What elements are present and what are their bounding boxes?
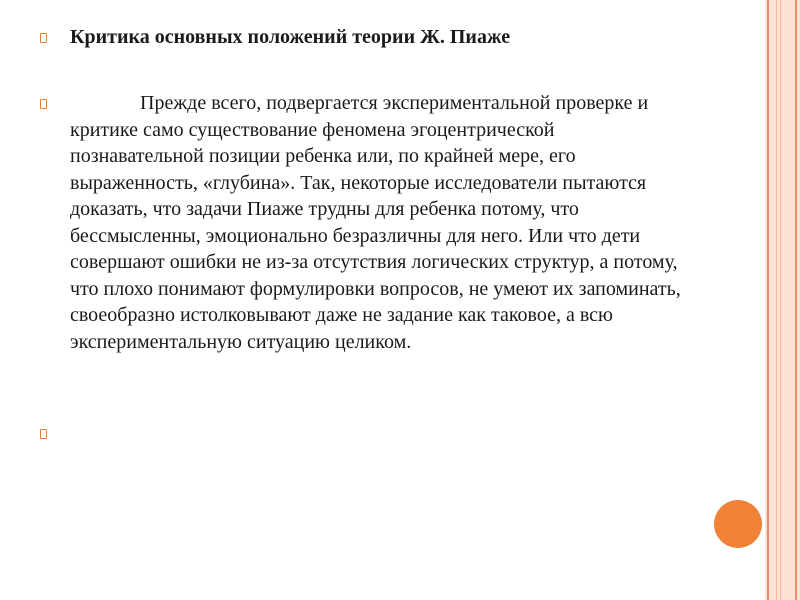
square-bullet-icon: [38, 30, 52, 44]
title-bullet-item: [38, 24, 740, 50]
body-paragraph: Прежде всего, подвергается экспериментальной проверке и критике само существование феномена эгоцентрической познавательной позиции ребенка или, по крайней мере, его выраженность, «глубина». Так, некоторые исследователи пытаются доказать, что задачи Пиаже трудны для ребенка потому, что бессмысленны, эмоционально безразличны для него. Или что дети совершают ошибки не из-за отсутствия логических структур, а потому, что плохо понимают формулировки вопросов, не умеют их запоминать, своеобразно истолковывают даже не задание как таковое, а всю экспериментальную ситуацию целиком.: [70, 92, 681, 353]
square-bullet-icon: [38, 426, 52, 440]
decorative-stripe-line: [795, 0, 797, 600]
decorative-stripe-line: [780, 0, 781, 600]
accent-circle-decoration: [714, 500, 762, 548]
slide-title: Критика основных положений теории Ж. Пиаже: [70, 26, 511, 48]
square-bullet-icon: [38, 96, 52, 110]
body-bullet-item: [38, 90, 740, 355]
decorative-stripe-line: [776, 0, 777, 600]
decorative-stripe-line: [767, 0, 769, 600]
